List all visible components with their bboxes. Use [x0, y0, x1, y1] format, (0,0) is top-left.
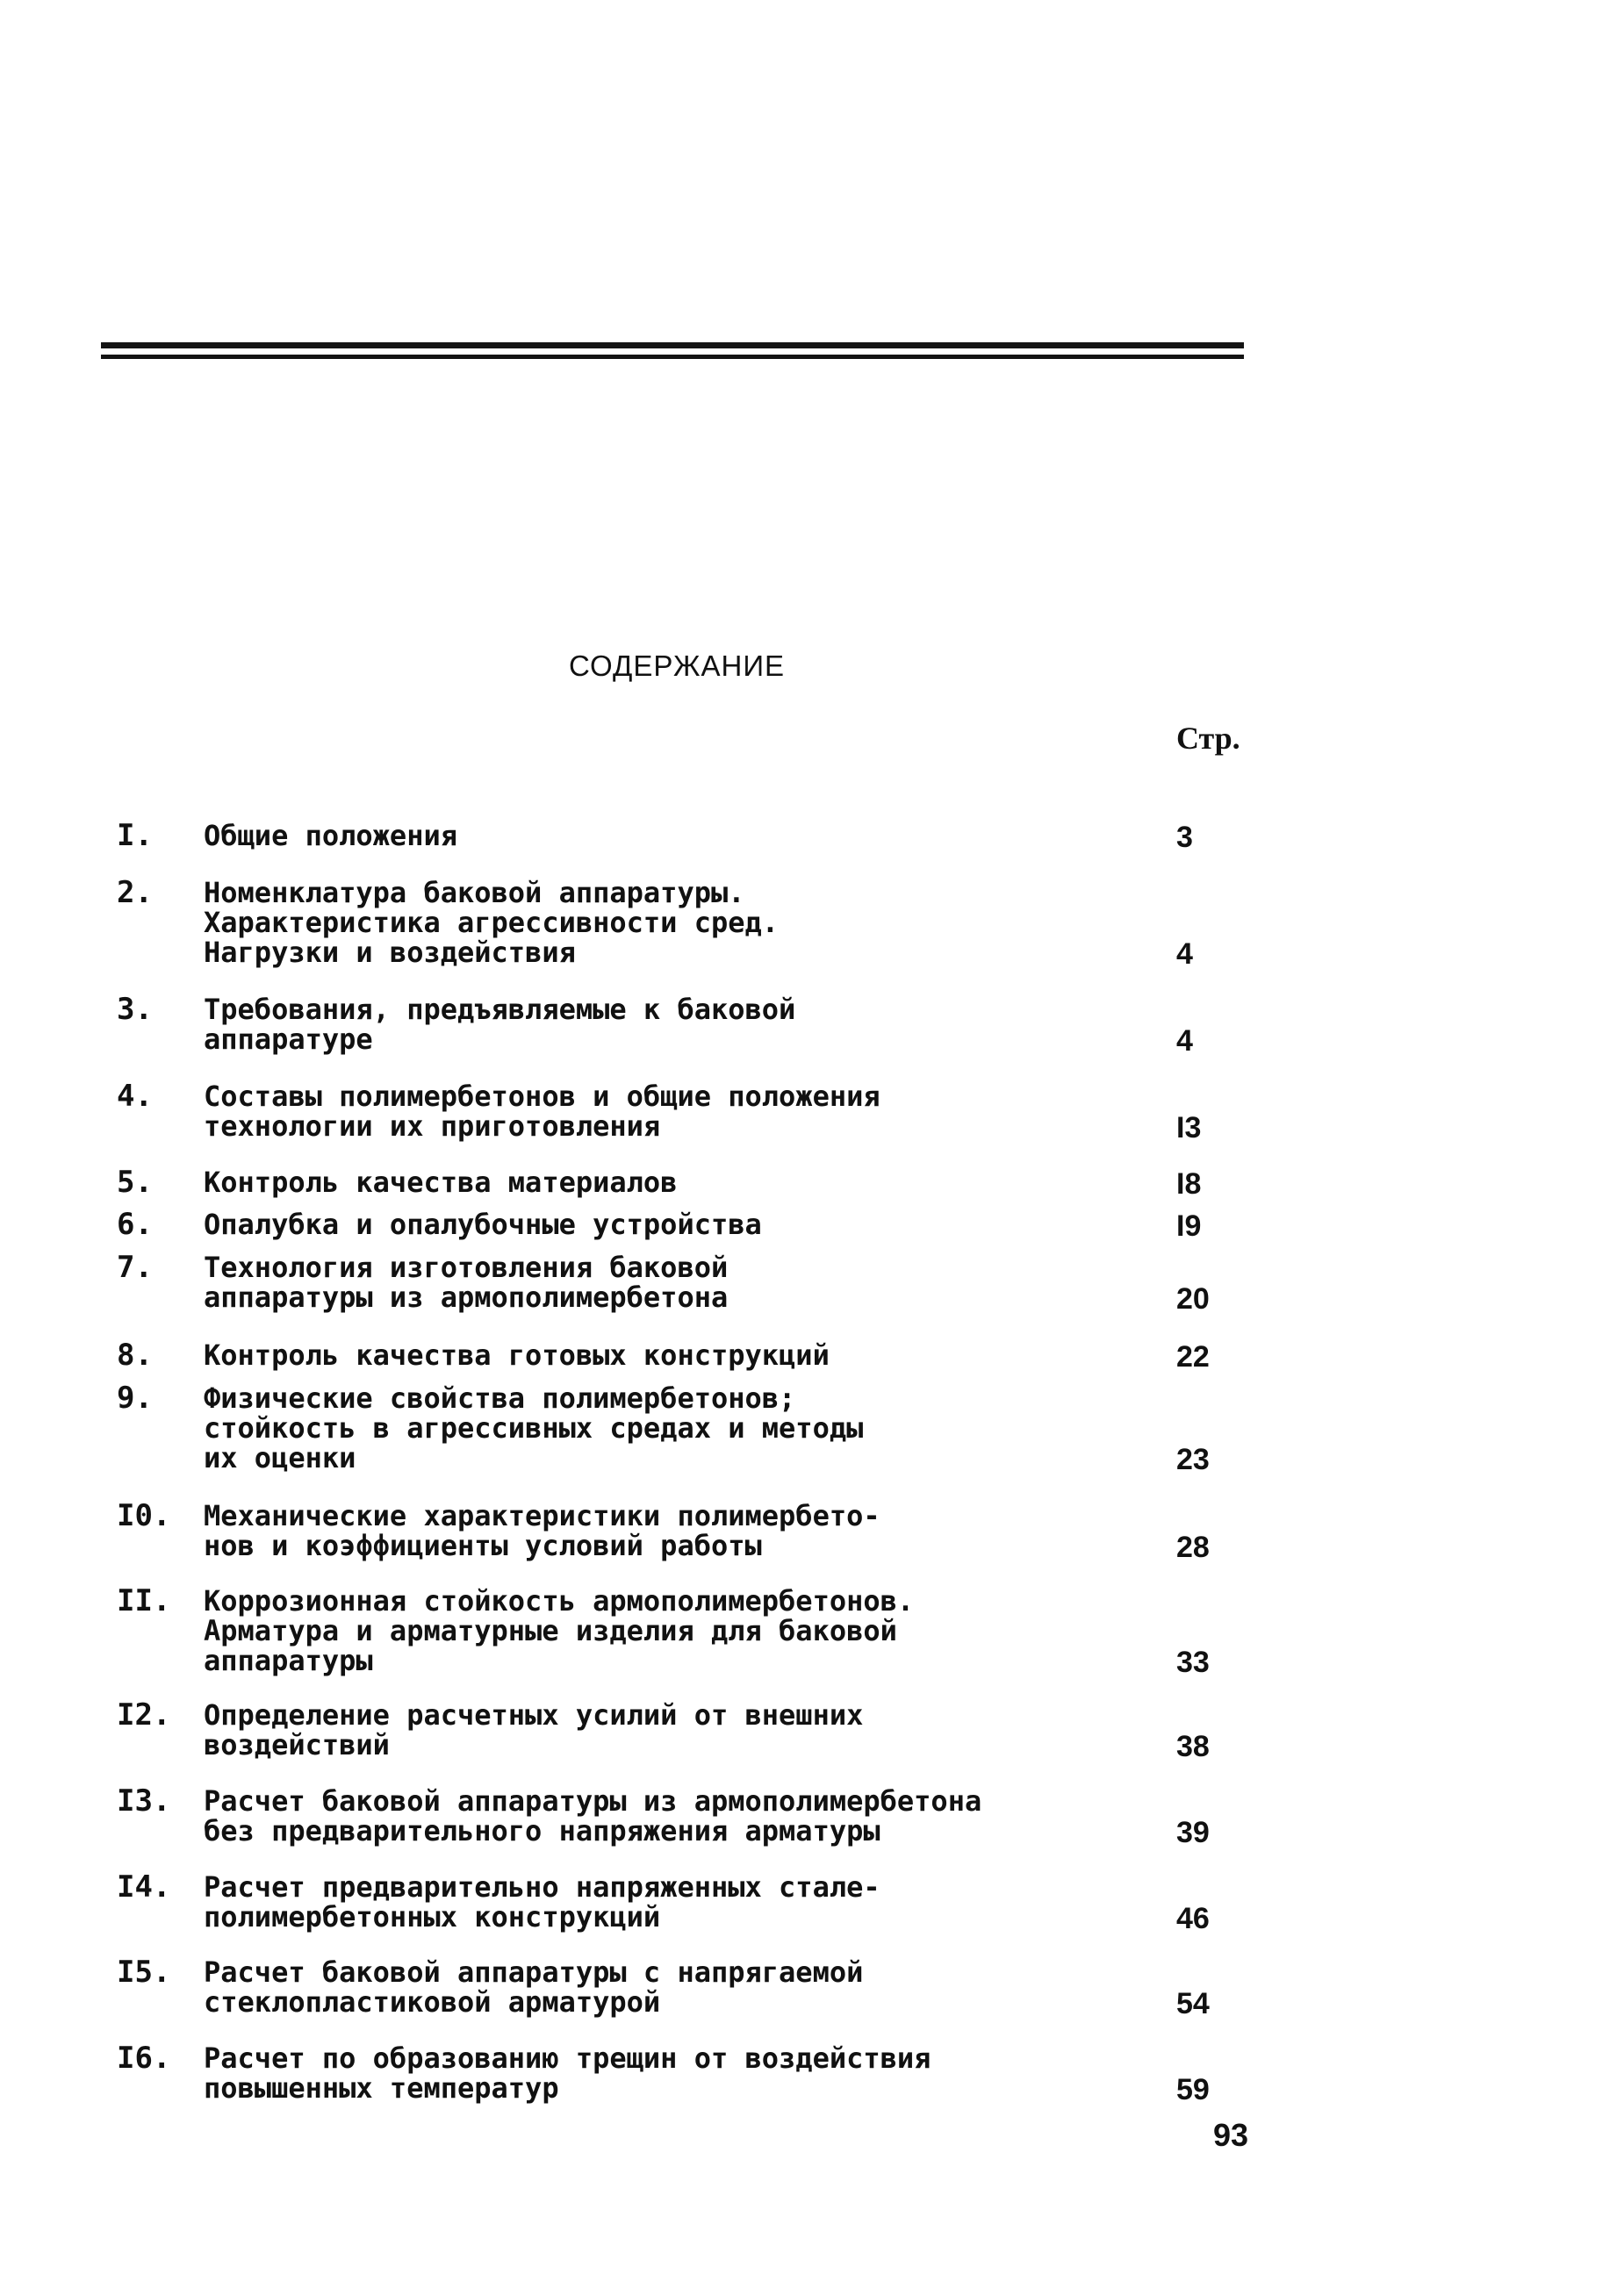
toc-entry-page: I9 [1176, 1209, 1202, 1243]
toc-entry-page: 22 [1176, 1340, 1210, 1374]
toc-entry-title-line: аппаратуры [204, 1644, 373, 1677]
toc-entry-page: 23 [1176, 1443, 1210, 1476]
toc-entry-page: 28 [1176, 1531, 1210, 1564]
toc-entry-title-line: Характеристика агрессивности сред. [204, 906, 780, 939]
toc-entry-page: 38 [1176, 1730, 1210, 1763]
toc-entry-title [204, 1167, 1082, 1197]
toc-entry-title-line: Расчет предварительно напряженных стале- [204, 1870, 880, 1904]
toc-entry-title-line: Нагрузки и воздействия [204, 936, 576, 969]
toc-heading: СОДЕРЖАНИЕ [568, 649, 786, 682]
toc-entry-number: 2. [117, 875, 153, 910]
toc-entry-page: 4 [1176, 1024, 1193, 1058]
toc-entry-page: 39 [1176, 1816, 1210, 1849]
toc-entry-title-line: полимербетонных конструкций [204, 1900, 661, 1934]
toc-entry-title-line: Расчет по образованию трещин от воздействия [204, 2041, 931, 2075]
footer-page-number: 93 [1213, 2117, 1249, 2153]
toc-entry-title [204, 878, 1082, 967]
toc-entry-title-line: Арматура и арматурные изделия для баковой [204, 1614, 897, 1647]
top-rule-secondary [101, 355, 1244, 359]
toc-entry-page: 3 [1176, 821, 1193, 854]
toc-entry-title [204, 821, 1082, 850]
toc-entry-number: 7. [117, 1250, 153, 1285]
toc-entry-page: 54 [1176, 1987, 1210, 2020]
toc-entry-title-line: без предварительного напряжения арматуры [204, 1814, 880, 1848]
page-column-label: Стр. [1176, 721, 1240, 756]
toc-entry-title-line: Коррозионная стойкость армополимербетонов. [204, 1584, 915, 1618]
toc-entry-title [204, 1957, 1082, 2017]
toc-entry-title [204, 1501, 1082, 1561]
toc-entry-number: 4. [117, 1079, 153, 1114]
toc-entry-title-line: Требования, предъявляемые к баковой [204, 993, 796, 1026]
toc-entry-title-line: технологии их приготовления [204, 1109, 661, 1143]
toc-entry-title-line: Технология изготовления баковой [204, 1251, 729, 1284]
toc-entry-title-line: повышенных температур [204, 2071, 559, 2105]
toc-entry-page: I3 [1176, 1111, 1202, 1144]
toc-entry-title-line: Составы полимербетонов и общие положения [204, 1080, 880, 1113]
toc-entry-number: 8. [117, 1338, 153, 1373]
toc-entry-number: I2. [117, 1697, 171, 1733]
toc-entry-number: 9. [117, 1381, 153, 1416]
toc-entry-title-line: стойкость в агрессивных средах и методы [204, 1411, 864, 1445]
toc-entry-title [204, 1340, 1082, 1370]
toc-entry-title-line: Определение расчетных усилий от внешних [204, 1698, 864, 1732]
toc-entry-title-line: Физические свойства полимербетонов; [204, 1381, 796, 1415]
toc-entry-title-line: Расчет баковой аппаратуры с напрягаемой [204, 1955, 864, 1989]
toc-entry-number: 6. [117, 1207, 153, 1242]
toc-entry-page: I8 [1176, 1167, 1202, 1201]
toc-entry-title [204, 1252, 1082, 1312]
toc-entry-page: 46 [1176, 1902, 1210, 1935]
toc-entry-number: I5. [117, 1955, 171, 1990]
toc-entry-title [204, 994, 1082, 1054]
toc-entry-title [204, 1586, 1082, 1675]
toc-entry-title-line: Контроль качества материалов [204, 1166, 678, 1199]
toc-entry-title [204, 1872, 1082, 1932]
toc-entry-number: I4. [117, 1869, 171, 1905]
toc-entry-number: I. [117, 818, 153, 853]
toc-entry-number: I3. [117, 1783, 171, 1819]
toc-entry-title-line: аппаратуры из армополимербетона [204, 1281, 729, 1314]
toc-entry-page: 59 [1176, 2073, 1210, 2106]
toc-entry-title [204, 1700, 1082, 1760]
toc-entry-number: II. [117, 1583, 171, 1618]
toc-entry-page: 33 [1176, 1646, 1210, 1679]
toc-entry-title-line: Механические характеристики полимербето- [204, 1499, 880, 1532]
toc-entry-title-line: их оценки [204, 1441, 356, 1474]
toc-entry-page: 4 [1176, 937, 1193, 971]
toc-entry-title-line: стеклопластиковой арматурой [204, 1985, 661, 2019]
top-rule [101, 342, 1244, 348]
toc-entry-title [204, 2043, 1082, 2103]
toc-entry-title-line: Опалубка и опалубочные устройства [204, 1208, 762, 1241]
toc-entry-number: 5. [117, 1165, 153, 1200]
toc-entry-number: I6. [117, 2041, 171, 2076]
toc-entry-number: I0. [117, 1498, 171, 1533]
toc-entry-title-line: Номенклатура баковой аппаратуры. [204, 876, 745, 909]
toc-entry-title-line: Контроль качества готовых конструкций [204, 1338, 830, 1372]
toc-entry-title-line: Расчет баковой аппаратуры из армополимербетона [204, 1784, 982, 1818]
toc-entry-title-line: нов и коэффициенты условий работы [204, 1529, 762, 1562]
toc-entry-title [204, 1786, 1082, 1846]
toc-entry-title-line: Общие положения [204, 819, 457, 852]
toc-entry-title-line: воздействий [204, 1728, 390, 1761]
toc-entry-title [204, 1383, 1082, 1473]
toc-entry-title-line: аппаратуре [204, 1022, 373, 1056]
toc-entry-title [204, 1081, 1082, 1141]
toc-entry-title [204, 1209, 1082, 1239]
toc-entry-page: 20 [1176, 1282, 1210, 1316]
toc-entry-number: 3. [117, 992, 153, 1027]
